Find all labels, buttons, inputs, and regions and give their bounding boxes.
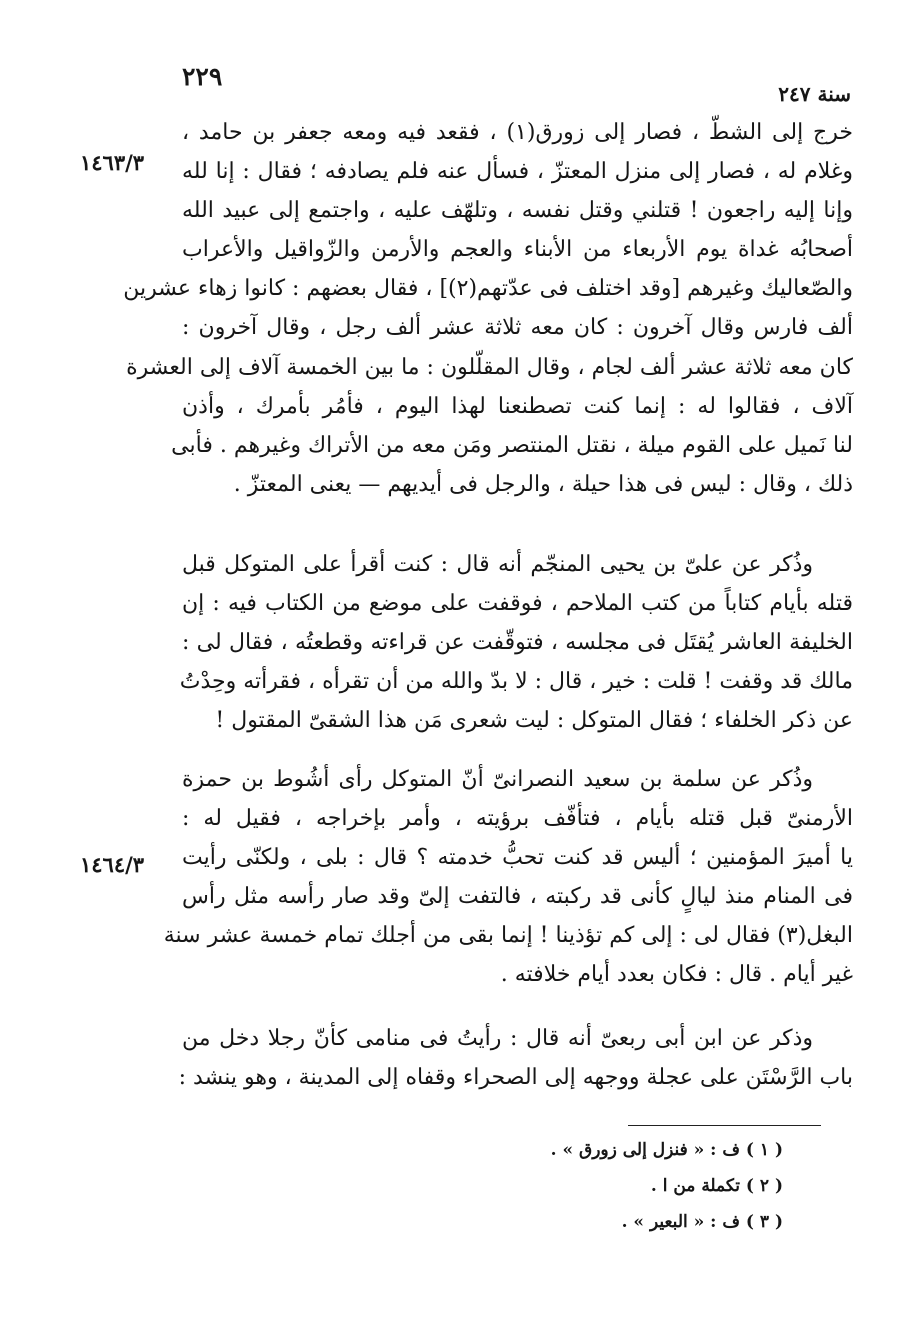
text-line: أصحابُه غداة يوم الأربعاء من الأبناء والعجم والأرمن والزّواقيل والأعراب [182, 237, 853, 263]
text-line: وغلام له ، فصار إلى منزل المعتزّ ، فسأل عنه فلم يصادفه ؛ فقال : إنا لله [182, 159, 853, 185]
footnotes [551, 1132, 783, 1240]
text-line: وذكر عن ابن أبى ربعىّ أنه قال : رأيتُ فى منامى كأنّ رجلا دخل من [182, 1026, 813, 1051]
footnote: ( ١ ) ف : « فنزل إلى زورق » . [550, 1140, 783, 1160]
paragraph [179, 545, 853, 740]
text-line: قتله بأيام كتاباً من كتب الملاحم ، فوقفت على موضع من الكتاب فيه : إن [182, 591, 853, 617]
text-line: خرج إلى الشطّ ، فصار إلى زورق(١) ، فقعد فيه ومعه جعفر بن حامد ، [182, 120, 853, 145]
text-line: آلاف ، فقالوا له : إنما كنت تصطنعنا لهذا اليوم ، فأمُر بأمرك ، وأذن [182, 393, 853, 419]
footnote: ( ٢ ) تكملة من ا . [650, 1176, 783, 1196]
text-line: غير أيام . قال : فكان بعدد أيام خلافته . [500, 962, 853, 988]
page-number: ٢٢٩ [182, 62, 223, 91]
text-line: فى المنام منذ ليالٍ كأنى قد ركبته ، فالتفت إلىّ وقد صار رأسه مثل رأس [182, 884, 853, 910]
text-line: مالك قد وقفت ! قلت : خير ، قال : لا بدّ والله من أن تقرأه ، فقرأته وحِدْتُ [179, 669, 853, 695]
paragraph [178, 1019, 853, 1097]
footnote: ( ٣ ) ف : « البعير » . [621, 1212, 783, 1232]
text-line: البغل(٣) فقال لى : إلى كم تؤذينا ! إنما بقى من أجلك تمام خمسة عشر سنة [163, 923, 853, 949]
margin-note: ١٤٦٣/٣ [80, 150, 145, 175]
text-line: باب الرَّسْتَن على عجلة ووجهه إلى الصحراء وقفاه إلى المدينة ، وهو ينشد : [178, 1065, 853, 1091]
text-line: ألف فارس وقال آخرون : كان معه ثلاثة عشر ألف رجل ، وقال آخرون : [182, 315, 853, 341]
text-line: الأرمنىّ قبل قتله بأيام ، فتأفّف برؤيته ، وأمر بإخراجه ، فقيل له : [182, 806, 853, 832]
text-line: وذُكر عن علىّ بن يحيى المنجّم أنه قال : كنت أقرأ على المتوكل قبل [182, 552, 813, 577]
paragraph [163, 760, 853, 995]
text-line: الخليفة العاشر يُقتَل فى مجلسه ، فتوقّفت عن قراءته وقطعتُه ، فقال لى : [182, 630, 853, 656]
paragraph [123, 113, 853, 504]
text-line: عن ذكر الخلفاء ؛ فقال المتوكل : ليت شعرى مَن هذا الشقىّ المقتول ! [215, 708, 853, 734]
text-line: وذُكر عن سلمة بن سعيد النصرانىّ أنّ المتوكل رأى أشُوط بن حمزة [182, 767, 813, 792]
text-line: والصّعاليك وغيرهم [وقد اختلف فى عدّتهم(٢)] ، فقال بعضهم : كانوا زهاء عشرين [123, 276, 853, 302]
margin-note: ١٤٦٤/٣ [80, 852, 145, 877]
text-line: وإنا إليه راجعون ! قتلني وقتل نفسه ، وتلهّف عليه ، واجتمع إلى عبيد الله [182, 198, 853, 224]
text-line: لنا نَميل على القوم ميلة ، نقتل المنتصر ومَن معه من الأتراك وغيرهم . فأبى [171, 432, 853, 458]
text-line: ذلك ، وقال : ليس فى هذا حيلة ، والرجل فى أيديهم — يعنى المعتزّ . [233, 471, 853, 497]
year-header: سنة ٢٤٧ [778, 82, 851, 106]
text-line: كان معه ثلاثة عشر ألف لجام ، وقال المقلّلون : ما بين الخمسة آلاف إلى العشرة [126, 354, 853, 380]
footnote-divider [628, 1125, 821, 1126]
text-line: يا أميرَ المؤمنين ؛ أليس قد كنت تحبُّ خدمته ؟ قال : بلى ، ولكنّى رأيت [182, 845, 853, 871]
